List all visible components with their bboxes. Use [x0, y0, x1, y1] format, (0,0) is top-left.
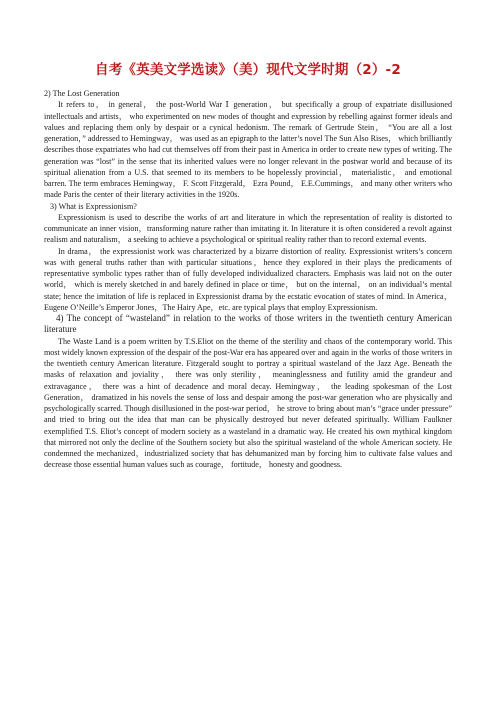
paragraph-wasteland: The Waste Land is a poem written by T.S.Eliot on the theme of the sterility and chaos of the contemporary world. This most widely known expression of the despair of the post-War era has appeared over and again in the works of those writers in the twentieth century American literature. Fitzgerald sought to portray a spiritual wasteland of the Jazz Age. Beneath the masks of relaxation and joviality， there was only sterility， meaninglessness and futility amid the grandeur and extravagance， there was a hint of decadence and moral decay. Hemingway， the leading spokesman of the Lost Generation， dramatized in his novels the sense of loss and despair among the post-war generation who are physically and psychologically scarred. Though disillusioned in the post-war period， he strove to bring about man’s “grace under pressure” and tried to bring out the idea that man can be physically destroyed but never defeated spiritually. William Faulkner exemplified T.S. Eliot’s concept of modern society as a wasteland in a dramatic way. He created his own mythical kingdom that mirrored not only the decline of the Southern society but also the spiritual wasteland of the whole American society. He condemned the mechanized，industrialized society that has dehumanized man by forcing him to cultivate false values and decrease those essential human values such as courage， fortitude， honesty and goodness. — [44, 336, 452, 470]
paragraph-lost-generation: It refers to， in general， the post-World War Ⅰ generation， but specifically a group of expatriate disillusioned intellectuals and artists， who experimented on new modes of thought and expression by rebelling against former ideals and values and replacing them only by despair or a cynical hedonism. The remark of Gertrude Stein， “You are all a lost generation，” addressed to Hemingway， was used as an epigraph to the latter’s novel The Sun Also Rises， which brilliantly describes those expatriates who had cut themselves off from their past in America in order to create new types of writing. The generation was “lost” in the sense that its inherited values were no longer relevant in the postwar world and because of its spiritual alienation from a U.S. that seemed to its members to be hopelessly provincial， materialistic， and emotional barren. The term embraces Hemingway， F. Scott Fitzgerald， Ezra Pound， E.E.Cummings， and many other writers who made Paris the center of their literary activities in the 1920s. — [44, 100, 452, 200]
section-heading-expressionism: 3) What is Expressionism? — [50, 201, 137, 211]
paragraph-expressionism-definition: Expressionism is used to describe the works of art and literature in which the representation of reality is distorted to communicate an inner vision，transforming nature rather than imitating it. In literature it is often considered a revolt against realism and naturalism， a seeking to achieve a psychological or spiritual reality rather than to record external events. — [44, 212, 452, 245]
section-heading-lost-generation: 2) The Lost Generation — [44, 89, 120, 98]
paragraph-expressionism-drama: In drama， the expressionist work was characterized by a bizarre distortion of reality. Expressionist writers’s concern was with general truths rather than with particular situations，hence they explored in their plays the predicaments of representative symbolic types rather than of fully developed individualized characters. Emphasis was laid not on the outer world， which is merely sketched in and barely defined in place or time， but on the internal， on an individual’s mental state; hence the imitation of life is replaced in Expressionist drama by the ecstatic evocation of states of mind. In America，Eugene O’Neille’s Emperor Jones，The Hairy Ape，etc. are typical plays that employ Expressionism. — [44, 246, 452, 312]
document-title: 自考《英美文学选读》（美）现代文学时期（2）-2 — [95, 62, 401, 78]
section-heading-wasteland: 4) The concept of “wasteland” in relation to the works of those writers in the twentieth century American literature — [44, 313, 452, 335]
document-body — [44, 88, 452, 471]
